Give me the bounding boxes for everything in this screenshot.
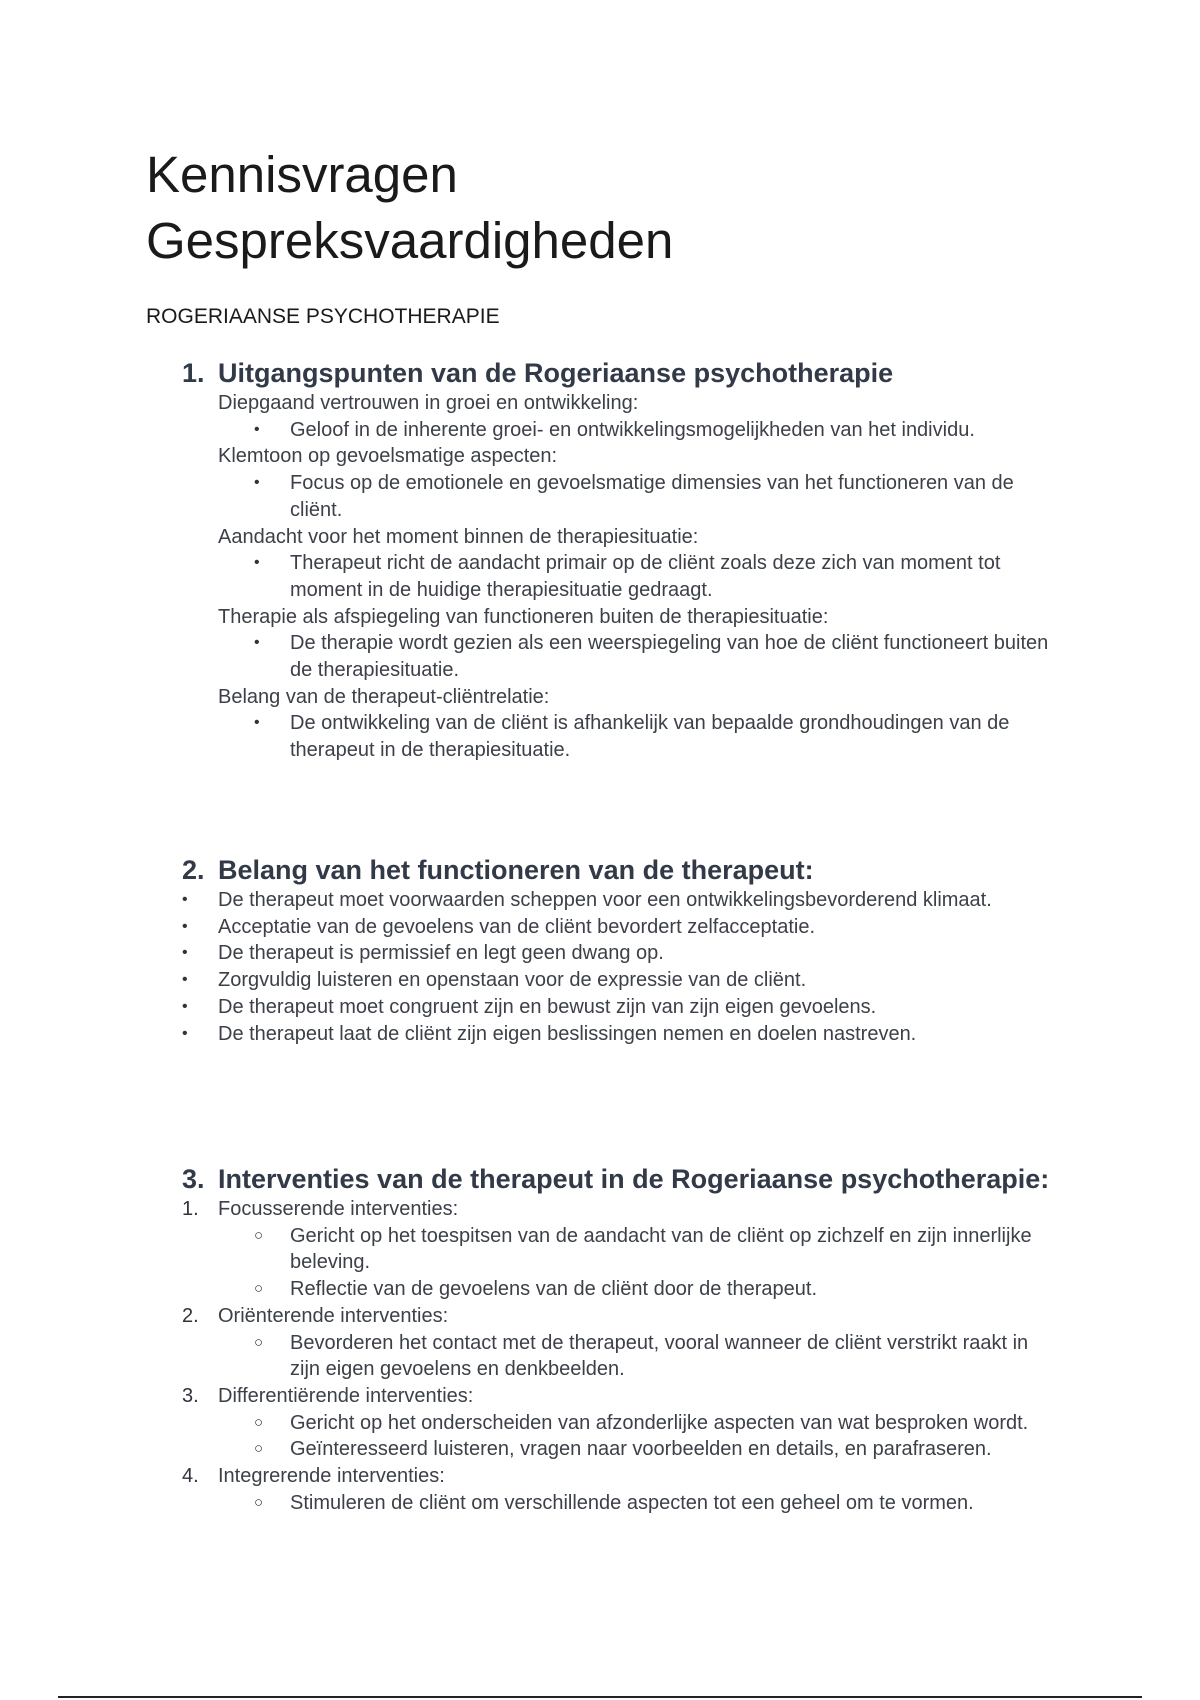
numbered-item: 3. Differentiërende interventies: — [0, 1383, 1200, 1410]
list-item: • Therapeut richt de aandacht primair op de cliënt zoals deze zich van moment tot moment in de huidige therapiesituatie gedraagt. — [254, 552, 1001, 601]
section-3-number: 3. — [182, 1164, 205, 1194]
bullet-icon: • — [182, 1024, 188, 1042]
list-number: 4. — [182, 1465, 199, 1488]
group-label: Belang van de therapeut-cliëntrelatie: — [218, 685, 550, 708]
section-2-number: 2. — [182, 855, 205, 885]
list-number: 1. — [182, 1198, 199, 1220]
list-item: • Acceptatie van de gevoelens van de cliënt bevordert zelfacceptatie. — [0, 914, 1200, 941]
bullet-icon: • — [182, 997, 188, 1015]
numbered-item: 2. Oriënterende interventies: — [0, 1303, 1200, 1330]
group-label: Klemtoon op gevoelsmatige aspecten: — [218, 445, 558, 468]
circle-bullet-icon: ○ — [254, 1413, 264, 1431]
document-subtitle: ROGERIAANSE PSYCHOTHERAPIE — [146, 305, 500, 328]
list-item: ○ Gericht op het toespitsen van de aandacht van de cliënt op zichzelf en zijn innerlijke beleving. — [254, 1224, 1032, 1274]
bullet-icon: • — [254, 420, 260, 438]
list-item: • De therapeut is permissief en legt geen dwang op. — [0, 940, 1200, 967]
section-2 — [0, 853, 1200, 1047]
list-item: • De therapie wordt gezien als een weerspiegeling van hoe de cliënt functioneert buiten de therapiesituatie. — [254, 632, 1049, 682]
group-label: Therapie als afspiegeling van functioneren buiten de therapiesituatie: — [218, 605, 829, 628]
list-item: • De therapeut moet congruent zijn en bewust zijn van zijn eigen gevoelens. — [0, 994, 1200, 1021]
list-item: • De therapeut laat de cliënt zijn eigen beslissingen nemen en doelen nastreven. — [0, 1021, 1200, 1048]
section-1-heading: 1. Uitgangspunten van de Rogeriaanse psychotherapie — [182, 358, 894, 388]
section-2-heading: 2. Belang van het functioneren van de therapeut: — [182, 855, 814, 885]
circle-bullet-icon: ○ — [254, 1280, 264, 1298]
list-item: • Geloof in de inherente groei- en ontwikkelingsmogelijkheden van het individu. — [0, 417, 1200, 444]
page-bottom-rule — [58, 1696, 1142, 1698]
list-item: • Focus op de emotionele en gevoelsmatige dimensies van het functioneren van de cliënt. — [254, 472, 1014, 521]
list-item: ○ Reflectie van de gevoelens van de cliënt door de therapeut. — [0, 1276, 1200, 1303]
circle-bullet-icon: ○ — [254, 1333, 264, 1351]
list-item: • De ontwikkeling van de cliënt is afhankelijk van bepaalde grondhoudingen van de therapeut in de therapiesituatie. — [254, 712, 1010, 762]
group-label: Diepgaand vertrouwen in groei en ontwikkeling: — [218, 392, 639, 414]
numbered-item: 4. Integrerende interventies: — [0, 1463, 1200, 1490]
circle-bullet-icon: ○ — [254, 1493, 264, 1511]
page-title — [146, 142, 673, 274]
group-label: Aandacht voor het moment binnen de therapiesituatie: — [218, 525, 699, 548]
bullet-icon: • — [254, 474, 260, 492]
bullet-icon: • — [254, 714, 260, 732]
bullet-icon: • — [254, 554, 260, 572]
numbered-item: 1. Focusserende interventies: — [0, 1196, 1200, 1223]
circle-bullet-icon: ○ — [254, 1226, 264, 1244]
bullet-icon: • — [182, 944, 188, 962]
title-line-1: Kennisvragen — [146, 146, 458, 203]
section-1-number: 1. — [182, 358, 205, 388]
list-item: ○ Gericht op het onderscheiden van afzonderlijke aspecten van wat besproken wordt. — [0, 1410, 1200, 1437]
list-number: 2. — [182, 1304, 199, 1327]
bullet-icon: • — [182, 917, 188, 935]
bullet-icon: • — [182, 891, 188, 908]
list-item: ○ Stimuleren de cliënt om verschillende aspecten tot een geheel om te vormen. — [0, 1490, 1200, 1517]
circle-bullet-icon: ○ — [254, 1440, 264, 1458]
list-number: 3. — [182, 1384, 199, 1407]
section-3 — [0, 1162, 1200, 1516]
list-item: • De therapeut moet voorwaarden scheppen voor een ontwikkelingsbevorderend klimaat. — [0, 887, 1200, 914]
bullet-icon: • — [182, 971, 188, 989]
list-item: ○ Bevorderen het contact met de therapeut, vooral wanneer de cliënt verstrikt raakt in zijn eigen gevoelens en denkbeelden. — [254, 1331, 1029, 1381]
section-1 — [0, 356, 1200, 764]
bullet-icon: • — [254, 634, 260, 652]
title-line-2: Gespreksvaardigheden — [146, 212, 674, 269]
section-3-heading: 3. Interventies van de therapeut in de Rogeriaanse psychotherapie: — [182, 1164, 1050, 1194]
list-item: ○ Geïnteresseerd luisteren, vragen naar voorbeelden en details, en parafraseren. — [0, 1436, 1200, 1463]
list-item: • Zorgvuldig luisteren en openstaan voor de expressie van de cliënt. — [0, 967, 1200, 994]
